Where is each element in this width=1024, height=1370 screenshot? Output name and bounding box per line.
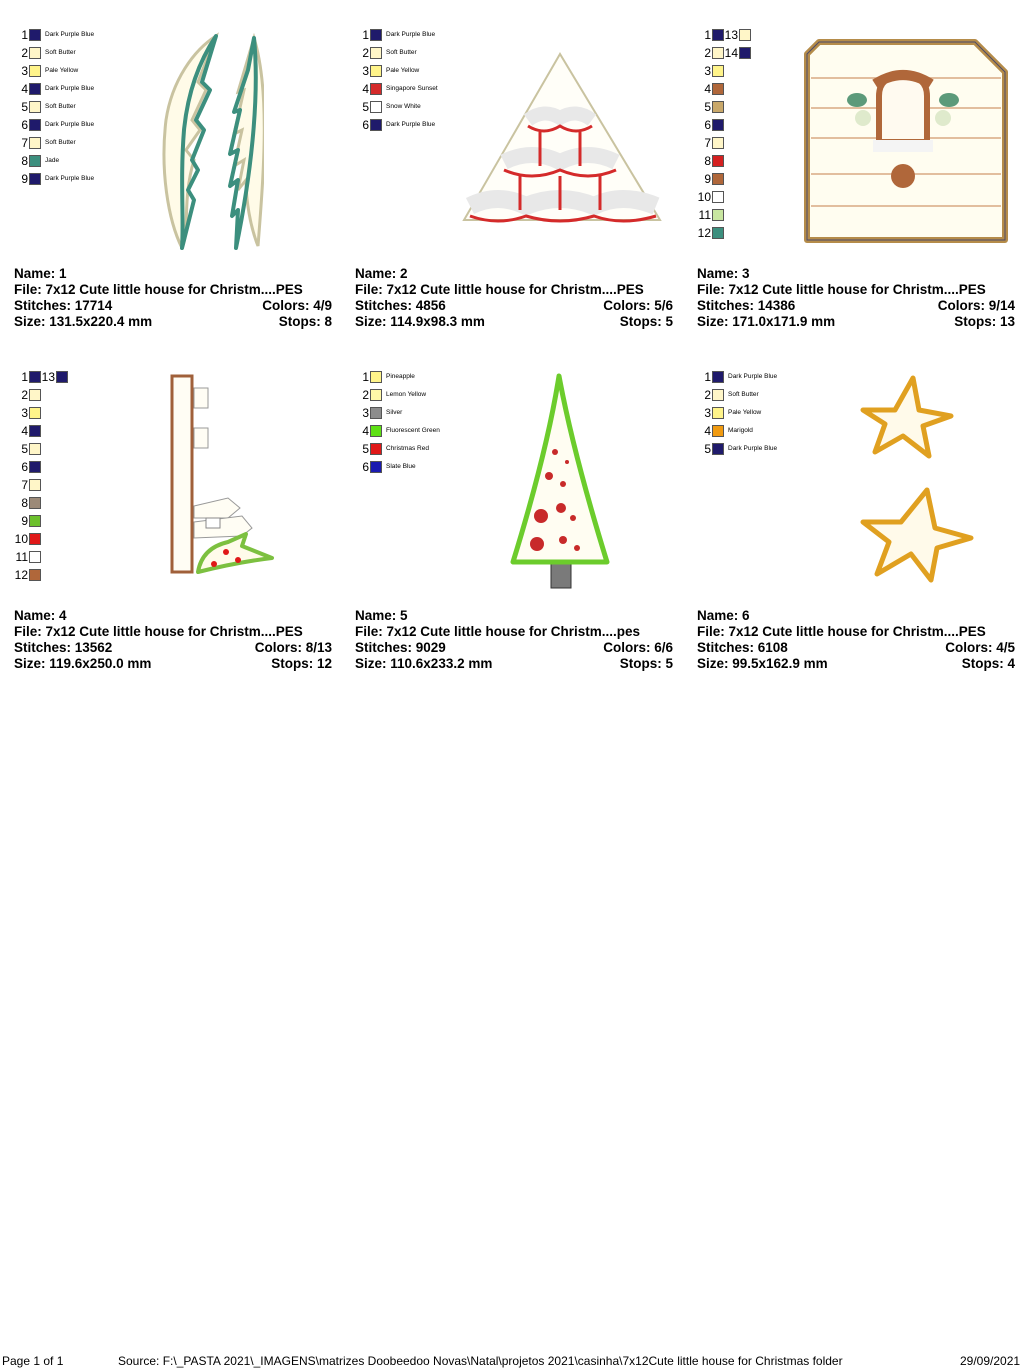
- color-name: Jade: [45, 157, 60, 164]
- color-name: Christmas Red: [386, 445, 429, 452]
- legend-row: [697, 424, 753, 438]
- design-card-6: [697, 370, 1024, 670]
- color-swatch: [712, 389, 724, 401]
- design-name: Name: 2: [355, 266, 408, 281]
- legend-number: 3: [21, 64, 28, 78]
- legend-number: 2: [362, 46, 369, 60]
- legend-number: 4: [21, 82, 28, 96]
- color-name: Dark Purple Blue: [45, 121, 95, 128]
- legend-row: [697, 82, 724, 96]
- legend-number: 5: [704, 442, 711, 456]
- legend-number: 11: [15, 550, 28, 564]
- color-swatch: [29, 425, 41, 437]
- legend-row: [355, 442, 429, 456]
- color-swatch: [712, 47, 724, 59]
- color-swatch: [712, 173, 724, 185]
- legend-number: 4: [21, 424, 28, 438]
- design-size: Size: 119.6x250.0 mm: [14, 656, 152, 671]
- legend-row: [697, 226, 724, 240]
- design-colors: Colors: 8/13: [254, 640, 332, 655]
- design-colors: Colors: 6/6: [603, 640, 673, 655]
- color-name: Snow White: [386, 103, 421, 110]
- color-name: Soft Butter: [45, 103, 76, 110]
- color-swatch: [370, 371, 382, 383]
- legend-number: 1: [362, 370, 369, 384]
- color-swatch: [712, 29, 724, 41]
- color-swatch: [29, 497, 41, 509]
- legend-row: [14, 460, 41, 474]
- color-swatch: [370, 407, 382, 419]
- design-card-4: [14, 370, 344, 670]
- color-swatch: [29, 65, 41, 77]
- legend-row: [697, 118, 724, 132]
- color-swatch: [29, 407, 41, 419]
- print-date: 29/09/2021: [960, 1354, 1021, 1368]
- legend-row: [697, 190, 724, 204]
- legend-number: 3: [362, 64, 369, 78]
- legend-row: [355, 406, 402, 420]
- design-card-5: [355, 370, 685, 670]
- color-swatch: [29, 101, 41, 113]
- design-stops: Stops: 5: [619, 314, 673, 329]
- color-swatch: [29, 533, 41, 545]
- legend-row: [14, 406, 41, 420]
- color-name: Pale Yellow: [728, 409, 762, 416]
- legend-number: 1: [704, 28, 711, 42]
- legend-row: [697, 46, 751, 60]
- design-file: File: 7x12 Cute little house for Christm....pes: [355, 624, 641, 639]
- color-swatch: [712, 209, 724, 221]
- design-preview: [154, 30, 264, 250]
- color-swatch: [370, 389, 382, 401]
- legend-row: [355, 388, 426, 402]
- design-file: File: 7x12 Cute little house for Christm....PES: [697, 624, 986, 639]
- design-stitches: Stitches: 6108: [697, 640, 788, 655]
- design-name: Name: 3: [697, 266, 750, 281]
- color-swatch: [370, 47, 382, 59]
- color-swatch: [370, 29, 382, 41]
- legend-row: [355, 100, 421, 114]
- color-swatch: [712, 119, 724, 131]
- color-swatch: [370, 119, 382, 131]
- color-name: Lemon Yellow: [386, 391, 427, 398]
- color-swatch: [712, 191, 724, 203]
- design-stitches: Stitches: 14386: [697, 298, 796, 313]
- legend-row: [14, 496, 41, 510]
- color-swatch: [29, 569, 41, 581]
- design-name: Name: 4: [14, 608, 67, 623]
- color-swatch: [712, 227, 724, 239]
- color-name: Dark Purple Blue: [386, 31, 436, 38]
- design-stops: Stops: 12: [271, 656, 332, 671]
- legend-number: 5: [362, 100, 369, 114]
- legend-row: [14, 550, 41, 564]
- legend-number: 9: [704, 172, 711, 186]
- color-swatch: [29, 173, 41, 185]
- legend-row: [14, 424, 41, 438]
- legend-number: 6: [21, 118, 28, 132]
- legend-row: [14, 172, 94, 186]
- legend-number: 5: [704, 100, 711, 114]
- color-swatch: [712, 407, 724, 419]
- color-name: Soft Butter: [728, 391, 759, 398]
- color-swatch: [29, 551, 41, 563]
- legend-row: [697, 172, 724, 186]
- color-name: Soft Butter: [386, 49, 417, 56]
- color-swatch: [739, 29, 751, 41]
- design-card-2: [355, 28, 685, 328]
- design-preview: [507, 372, 617, 592]
- color-swatch: [29, 371, 41, 383]
- legend-row: [14, 568, 41, 582]
- legend-number: 3: [362, 406, 369, 420]
- legend-row: [14, 154, 59, 168]
- legend-number: 3: [21, 406, 28, 420]
- legend-row: [697, 136, 724, 150]
- legend-number: 6: [362, 460, 369, 474]
- color-swatch: [370, 101, 382, 113]
- legend-number: 12: [697, 226, 711, 240]
- legend-row: [14, 442, 41, 456]
- color-name: Dark Purple Blue: [728, 373, 778, 380]
- legend-number: 9: [21, 172, 28, 186]
- design-colors: Colors: 4/5: [945, 640, 1015, 655]
- color-swatch: [29, 515, 41, 527]
- design-name: Name: 6: [697, 608, 750, 623]
- legend-number: 13: [724, 28, 738, 42]
- design-stitches: Stitches: 17714: [14, 298, 113, 313]
- legend-row: [697, 208, 724, 222]
- legend-number: 1: [21, 28, 28, 42]
- design-file: File: 7x12 Cute little house for Christm....PES: [14, 624, 303, 639]
- legend-number: 14: [724, 46, 738, 60]
- color-name: Dark Purple Blue: [45, 31, 95, 38]
- design-stops: Stops: 4: [961, 656, 1015, 671]
- color-swatch: [29, 119, 41, 131]
- legend-row: [697, 28, 751, 42]
- legend-number: 1: [704, 370, 711, 384]
- color-swatch: [29, 461, 41, 473]
- color-swatch: [712, 425, 724, 437]
- design-stitches: Stitches: 4856: [355, 298, 446, 313]
- design-file: File: 7x12 Cute little house for Christm....PES: [355, 282, 644, 297]
- color-name: Singapore Sunset: [386, 85, 438, 92]
- color-name: Dark Purple Blue: [386, 121, 436, 128]
- legend-number: 10: [14, 532, 28, 546]
- legend-row: [355, 46, 417, 60]
- legend-row: [14, 100, 76, 114]
- color-swatch: [29, 47, 41, 59]
- legend-row: [697, 154, 724, 168]
- color-swatch: [712, 83, 724, 95]
- legend-row: [697, 388, 759, 402]
- design-file: File: 7x12 Cute little house for Christm....PES: [697, 282, 986, 297]
- legend-row: [355, 424, 440, 438]
- design-info: [355, 608, 673, 672]
- legend-number: 7: [21, 478, 28, 492]
- legend-row: [697, 406, 761, 420]
- legend-row: [14, 136, 76, 150]
- color-name: Dark Purple Blue: [45, 85, 95, 92]
- color-swatch: [56, 371, 68, 383]
- design-preview: [460, 50, 670, 230]
- color-swatch: [29, 389, 41, 401]
- color-swatch: [370, 425, 382, 437]
- legend-number: 2: [362, 388, 369, 402]
- design-size: Size: 131.5x220.4 mm: [14, 314, 153, 329]
- legend-number: 7: [704, 136, 711, 150]
- design-size: Size: 171.0x171.9 mm: [697, 314, 836, 329]
- color-name: Silver: [386, 409, 403, 416]
- page-number: Page 1 of 1: [2, 1354, 64, 1368]
- design-stitches: Stitches: 13562: [14, 640, 113, 655]
- legend-number: 5: [362, 442, 369, 456]
- color-swatch: [29, 155, 41, 167]
- color-name: Pale Yellow: [45, 67, 79, 74]
- design-stitches: Stitches: 9029: [355, 640, 446, 655]
- legend-row: [14, 478, 41, 492]
- legend-row: [697, 100, 724, 114]
- legend-number: 1: [21, 370, 28, 384]
- legend-number: 4: [362, 82, 369, 96]
- legend-number: 7: [21, 136, 28, 150]
- color-swatch: [29, 443, 41, 455]
- legend-row: [14, 532, 41, 546]
- design-size: Size: 110.6x233.2 mm: [355, 656, 493, 671]
- design-info: [697, 608, 1015, 672]
- legend-number: 2: [21, 46, 28, 60]
- legend-row: [14, 82, 94, 96]
- color-name: Pineapple: [386, 373, 415, 380]
- design-info: [697, 266, 1015, 330]
- design-info: [14, 608, 332, 672]
- color-swatch: [712, 101, 724, 113]
- legend-number: 5: [21, 100, 28, 114]
- color-swatch: [370, 461, 382, 473]
- legend-row: [355, 82, 438, 96]
- design-colors: Colors: 4/9: [262, 298, 332, 313]
- design-info: [14, 266, 332, 330]
- color-swatch: [29, 29, 41, 41]
- legend-number: 4: [704, 82, 711, 96]
- design-stops: Stops: 5: [619, 656, 673, 671]
- legend-row: [14, 118, 94, 132]
- legend-row: [355, 118, 435, 132]
- legend-row: [697, 64, 724, 78]
- color-swatch: [370, 83, 382, 95]
- legend-number: 5: [21, 442, 28, 456]
- color-swatch: [370, 65, 382, 77]
- color-name: Fluorescent Green: [386, 427, 440, 434]
- legend-row: [355, 64, 419, 78]
- design-size: Size: 114.9x98.3 mm: [355, 314, 485, 329]
- legend-number: 8: [21, 154, 28, 168]
- design-name: Name: 5: [355, 608, 408, 623]
- legend-row: [697, 442, 777, 456]
- design-card-3: [697, 28, 1024, 328]
- color-name: Soft Butter: [45, 139, 76, 146]
- color-swatch: [29, 137, 41, 149]
- design-colors: Colors: 5/6: [603, 298, 673, 313]
- legend-row: [14, 64, 78, 78]
- legend-number: 2: [704, 46, 711, 60]
- legend-number: 6: [362, 118, 369, 132]
- legend-number: 12: [14, 568, 28, 582]
- design-info: [355, 266, 673, 330]
- design-name: Name: 1: [14, 266, 67, 281]
- color-swatch: [712, 137, 724, 149]
- legend-number: 3: [704, 64, 711, 78]
- legend-number: 11: [698, 208, 711, 222]
- color-swatch: [370, 443, 382, 455]
- design-stops: Stops: 13: [954, 314, 1015, 329]
- color-swatch: [712, 443, 724, 455]
- legend-row: [14, 514, 41, 528]
- legend-row: [355, 28, 435, 42]
- design-preview: [168, 372, 278, 592]
- design-preview: [835, 372, 975, 592]
- color-swatch: [739, 47, 751, 59]
- design-size: Size: 99.5x162.9 mm: [697, 656, 828, 671]
- color-swatch: [712, 371, 724, 383]
- design-colors: Colors: 9/14: [937, 298, 1015, 313]
- legend-number: 8: [21, 496, 28, 510]
- legend-number: 9: [21, 514, 28, 528]
- color-name: Dark Purple Blue: [728, 445, 778, 452]
- color-swatch: [29, 83, 41, 95]
- design-stops: Stops: 8: [278, 314, 332, 329]
- legend-row: [14, 370, 68, 384]
- legend-number: 2: [21, 388, 28, 402]
- legend-number: 4: [704, 424, 711, 438]
- color-swatch: [29, 479, 41, 491]
- legend-number: 6: [704, 118, 711, 132]
- color-swatch: [712, 155, 724, 167]
- legend-number: 1: [362, 28, 369, 42]
- color-name: Pale Yellow: [386, 67, 420, 74]
- legend-row: [14, 388, 41, 402]
- legend-number: 6: [21, 460, 28, 474]
- legend-number: 4: [362, 424, 369, 438]
- design-card-1: [14, 28, 344, 328]
- legend-row: [14, 46, 76, 60]
- legend-number: 13: [41, 370, 55, 384]
- legend-row: [355, 370, 415, 384]
- color-name: Slate Blue: [386, 463, 416, 470]
- source-path: Source: F:\_PASTA 2021\_IMAGENS\matrizes Doobeedoo Novas\Natal\projetos 2021\casinha\7x12Cute little house for Christmas folder: [118, 1354, 843, 1368]
- legend-number: 2: [704, 388, 711, 402]
- legend-row: [697, 370, 777, 384]
- color-name: Soft Butter: [45, 49, 76, 56]
- color-swatch: [712, 65, 724, 77]
- design-preview: [803, 38, 1009, 244]
- legend-number: 10: [697, 190, 711, 204]
- legend-number: 3: [704, 406, 711, 420]
- color-name: Marigold: [728, 427, 753, 434]
- color-name: Dark Purple Blue: [45, 175, 95, 182]
- legend-row: [14, 28, 94, 42]
- legend-number: 8: [704, 154, 711, 168]
- design-file: File: 7x12 Cute little house for Christm....PES: [14, 282, 303, 297]
- legend-row: [355, 460, 416, 474]
